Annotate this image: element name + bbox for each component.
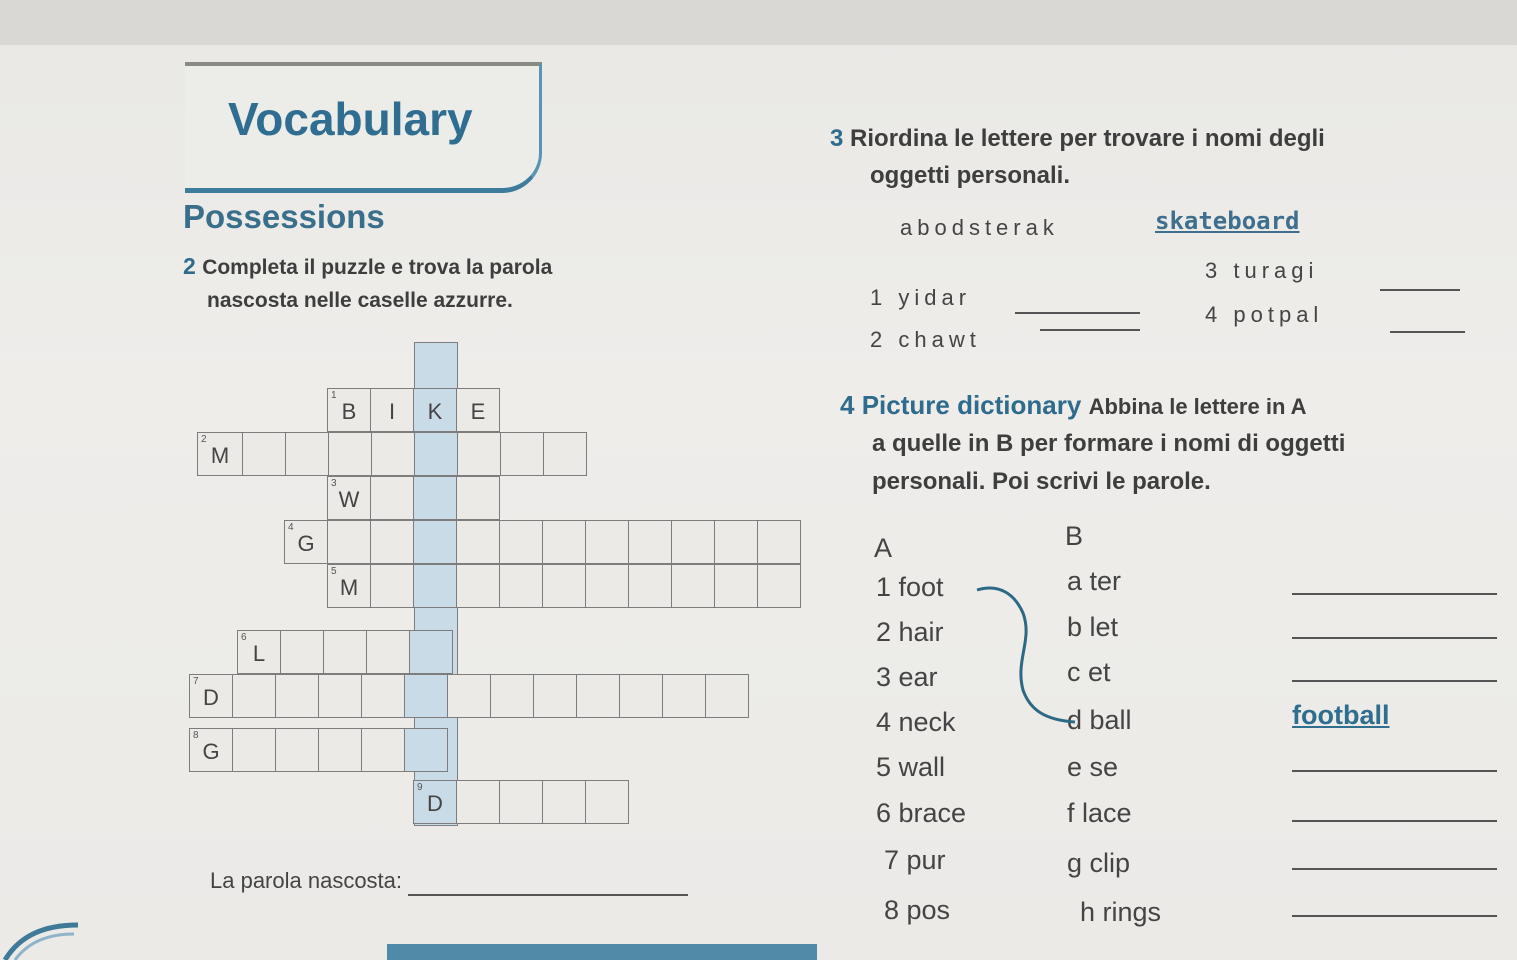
crossword-cell[interactable] bbox=[457, 432, 501, 476]
crossword-cell-hidden[interactable] bbox=[404, 728, 448, 772]
crossword-cell[interactable] bbox=[533, 674, 577, 718]
ex3-instruction-line2: oggetti personali. bbox=[870, 162, 1071, 189]
ex2-instruction-line1: Completa il puzzle e trova la parola bbox=[202, 256, 553, 279]
crossword-row-3 bbox=[328, 476, 500, 520]
crossword-cell[interactable] bbox=[370, 564, 414, 608]
ex4-title: Picture dictionary bbox=[861, 390, 1082, 420]
crossword-cell[interactable] bbox=[499, 520, 543, 564]
crossword-cell[interactable] bbox=[366, 630, 410, 674]
ex4-a-item: 1 foot bbox=[876, 572, 944, 602]
crossword-cell[interactable] bbox=[456, 520, 500, 564]
crossword-cell[interactable] bbox=[576, 674, 620, 718]
crossword-cell-hidden[interactable] bbox=[404, 674, 448, 718]
ex4-b-item: d ball bbox=[1067, 705, 1132, 735]
ex4-b-item: a ter bbox=[1067, 566, 1122, 596]
crossword-row-2 bbox=[198, 432, 587, 476]
ex4-instruction-line3: personali. Poi scrivi le parole. bbox=[872, 468, 1211, 495]
crossword-cell[interactable] bbox=[232, 728, 276, 772]
crossword-cell-hidden[interactable] bbox=[409, 630, 453, 674]
crossword-cell[interactable] bbox=[456, 780, 500, 824]
crossword-cell-hidden[interactable]: 9 D bbox=[413, 780, 457, 824]
crossword-cell[interactable] bbox=[585, 520, 629, 564]
ex4-instruction-line1: Abbina le lettere in A bbox=[1088, 394, 1307, 419]
ex4-answer-blank[interactable] bbox=[1292, 593, 1497, 595]
crossword-cell[interactable] bbox=[318, 728, 362, 772]
crossword-cell[interactable]: 3 W bbox=[327, 476, 371, 520]
crossword-cell[interactable] bbox=[714, 564, 758, 608]
ex4-column-a-header: A bbox=[874, 533, 893, 563]
ex4-a-item: 5 wall bbox=[876, 752, 946, 782]
crossword-cell[interactable] bbox=[447, 674, 491, 718]
crossword-cell[interactable] bbox=[542, 564, 586, 608]
ex3-number: 3 bbox=[830, 125, 844, 152]
hidden-word-answer bbox=[210, 868, 688, 896]
crossword-cell[interactable] bbox=[275, 728, 319, 772]
crossword-cell[interactable] bbox=[714, 520, 758, 564]
crossword-cell[interactable] bbox=[585, 780, 629, 824]
ex3-item-3: 3 turagi bbox=[1205, 258, 1319, 283]
crossword-cell[interactable] bbox=[628, 564, 672, 608]
crossword-cell[interactable]: 4 G bbox=[284, 520, 328, 564]
ex4-b-item: c et bbox=[1067, 657, 1111, 687]
ex4-a-item: 7 pur bbox=[884, 845, 946, 875]
crossword-cell-hidden[interactable]: K bbox=[413, 388, 457, 432]
crossword-cell[interactable] bbox=[361, 674, 405, 718]
ex3-instruction-line1: Riordina le lettere per trovare i nomi degli bbox=[850, 125, 1325, 152]
crossword-cell[interactable]: 7 D bbox=[189, 674, 233, 718]
ex4-a-item: 6 brace bbox=[876, 798, 967, 828]
ex4-b-item: h rings bbox=[1080, 897, 1162, 927]
crossword-cell[interactable]: 8 G bbox=[189, 728, 233, 772]
crossword-cell[interactable]: 6 L bbox=[237, 630, 281, 674]
crossword-cell[interactable] bbox=[757, 520, 801, 564]
crossword-cell[interactable] bbox=[671, 564, 715, 608]
crossword-cell[interactable]: I bbox=[370, 388, 414, 432]
ex4-answer-blank[interactable] bbox=[1292, 915, 1497, 917]
crossword-cell-hidden[interactable] bbox=[414, 432, 458, 476]
crossword-cell[interactable] bbox=[542, 520, 586, 564]
crossword-cell[interactable] bbox=[280, 630, 324, 674]
crossword-cell[interactable] bbox=[662, 674, 706, 718]
hidden-word-label: La parola nascosta: bbox=[210, 868, 403, 893]
ex4-a-item: 8 pos bbox=[884, 895, 951, 925]
crossword-row-6 bbox=[238, 630, 453, 674]
crossword-cell[interactable] bbox=[285, 432, 329, 476]
crossword-cell-hidden[interactable] bbox=[413, 564, 457, 608]
ex3-example-answer: skateboard bbox=[1155, 207, 1300, 235]
ex3-item-2: 2 chawt bbox=[870, 327, 981, 352]
crossword-cell[interactable] bbox=[370, 476, 414, 520]
bottom-color-bar bbox=[387, 944, 817, 960]
crossword-row-5 bbox=[328, 564, 801, 608]
ex3-example-scramble: abodsterak bbox=[900, 215, 1059, 240]
crossword-cell[interactable] bbox=[275, 674, 319, 718]
crossword-cell[interactable] bbox=[671, 520, 715, 564]
crossword-cell[interactable] bbox=[757, 564, 801, 608]
section-title: Possessions bbox=[183, 198, 385, 235]
crossword-cell[interactable] bbox=[490, 674, 534, 718]
ex4-answer-blank[interactable] bbox=[1292, 820, 1497, 822]
ex4-instruction bbox=[840, 390, 1307, 421]
crossword-cell[interactable] bbox=[499, 564, 543, 608]
crossword-cell[interactable] bbox=[371, 432, 415, 476]
ex4-answer-blank[interactable] bbox=[1292, 680, 1497, 682]
ex2-instruction-line2: nascosta nelle caselle azzurre. bbox=[207, 289, 513, 312]
crossword-cell[interactable] bbox=[328, 432, 372, 476]
crossword-cell[interactable]: E bbox=[456, 388, 500, 432]
ex4-b-item: b let bbox=[1067, 612, 1119, 642]
crossword-row-8 bbox=[190, 728, 448, 772]
ex4-instruction-line2: a quelle in B per formare i nomi di oggetti bbox=[872, 430, 1346, 457]
crossword-cell-hidden[interactable] bbox=[413, 476, 457, 520]
crossword-cell[interactable]: 1 B bbox=[327, 388, 371, 432]
ex2-number: 2 bbox=[183, 253, 196, 279]
crossword-cell[interactable] bbox=[585, 564, 629, 608]
crossword-cell[interactable] bbox=[327, 520, 371, 564]
ex4-column-b-header: B bbox=[1065, 521, 1084, 551]
crossword-cell[interactable]: 5 M bbox=[327, 564, 371, 608]
crossword-cell-hidden[interactable] bbox=[413, 520, 457, 564]
match-connector-line bbox=[975, 585, 1085, 735]
crossword-cell[interactable] bbox=[500, 432, 544, 476]
ex3-answer-blank-4[interactable] bbox=[1390, 307, 1465, 333]
ex4-b-item: f lace bbox=[1067, 798, 1132, 828]
crossword-row-7 bbox=[190, 674, 749, 718]
crossword-cell[interactable] bbox=[543, 432, 587, 476]
crossword-cell[interactable] bbox=[323, 630, 367, 674]
crossword-cell[interactable] bbox=[705, 674, 749, 718]
hidden-word-blank[interactable] bbox=[408, 868, 688, 896]
crossword-cell[interactable] bbox=[242, 432, 286, 476]
crossword-cell[interactable] bbox=[361, 728, 405, 772]
page-top-shadow bbox=[0, 0, 1517, 45]
ex3-answer-blank-3[interactable] bbox=[1380, 265, 1460, 291]
crossword-row-4 bbox=[285, 520, 801, 564]
ex3-answer-blank-2[interactable] bbox=[1040, 305, 1140, 331]
ex4-a-item: 4 neck bbox=[876, 707, 956, 737]
vocabulary-title: Vocabulary bbox=[228, 93, 473, 145]
ex4-number: 4 bbox=[840, 390, 855, 420]
ex4-b-item: e se bbox=[1067, 752, 1119, 782]
ex2-instruction bbox=[183, 253, 552, 280]
crossword-cell[interactable] bbox=[542, 780, 586, 824]
decorative-swirl-icon bbox=[0, 910, 90, 960]
crossword-row-1 bbox=[328, 388, 500, 432]
ex4-answer-blank[interactable] bbox=[1292, 770, 1497, 772]
crossword-cell[interactable] bbox=[499, 780, 543, 824]
ex4-example-answer: football bbox=[1292, 700, 1390, 730]
ex4-b-item: g clip bbox=[1067, 848, 1131, 878]
crossword-cell[interactable] bbox=[456, 476, 500, 520]
crossword-cell[interactable] bbox=[619, 674, 663, 718]
crossword-cell[interactable] bbox=[232, 674, 276, 718]
ex4-answer-blank[interactable] bbox=[1292, 637, 1497, 639]
ex3-item-1: 1 yidar bbox=[870, 285, 972, 310]
crossword-cell[interactable]: 2 M bbox=[197, 432, 243, 476]
ex3-instruction bbox=[830, 125, 1325, 153]
ex3-item-4: 4 potpal bbox=[1205, 302, 1324, 327]
crossword-cell[interactable] bbox=[318, 674, 362, 718]
ex4-a-item: 2 hair bbox=[876, 617, 944, 647]
ex4-a-item: 3 ear bbox=[876, 662, 938, 692]
crossword-cell[interactable] bbox=[456, 564, 500, 608]
crossword-cell[interactable] bbox=[370, 520, 414, 564]
crossword-row-9 bbox=[414, 780, 629, 824]
crossword-cell[interactable] bbox=[628, 520, 672, 564]
ex4-answer-blank[interactable] bbox=[1292, 868, 1497, 870]
